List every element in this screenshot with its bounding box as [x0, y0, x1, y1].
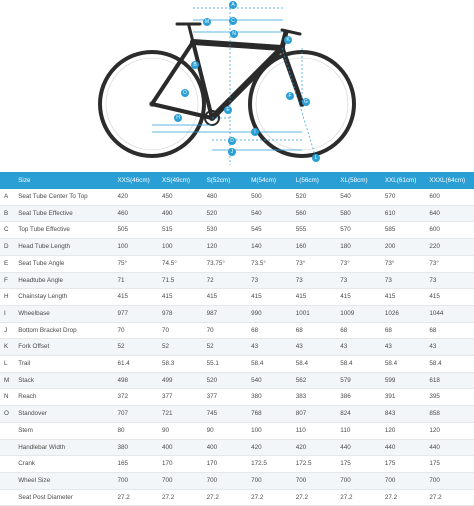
- svg-text:L: L: [314, 155, 318, 161]
- svg-text:C: C: [231, 18, 235, 24]
- row-value-cell: 70: [206, 326, 214, 334]
- row-letter: K: [4, 343, 9, 351]
- row-measurement-name: Seat Tube Effective: [18, 209, 73, 217]
- row-value-cell: 700: [429, 476, 440, 484]
- row-value-cell: 978: [162, 309, 173, 317]
- row-value-cell: 515: [162, 226, 173, 234]
- row-value-cell: 58.4: [429, 360, 442, 368]
- row-value-cell: 450: [162, 193, 173, 200]
- row-value-cell: 27.2: [206, 493, 219, 501]
- row-value-cell: 27.2: [295, 493, 308, 501]
- row-value-cell: 530: [206, 226, 218, 234]
- label-l-badge: [312, 154, 320, 162]
- row-value-cell: 383: [295, 393, 307, 401]
- row-measurement-name: Stack: [18, 376, 34, 384]
- row-value-cell: 43: [251, 343, 259, 351]
- svg-text:I: I: [254, 129, 256, 135]
- svg-text:G: G: [304, 99, 308, 105]
- row-value-cell: 165: [117, 460, 128, 468]
- row-letter: O: [4, 410, 9, 418]
- label-o-badge: [181, 89, 189, 97]
- row-value-cell: 73.75°: [206, 259, 225, 267]
- table-header-row: [0, 172, 474, 189]
- row-letter: I: [4, 309, 6, 317]
- table-row: [0, 239, 474, 256]
- row-value-cell: 415: [162, 293, 173, 301]
- row-value-cell: 420: [295, 443, 307, 451]
- row-value-cell: 58.4: [384, 360, 398, 368]
- row-letter: H: [4, 293, 9, 301]
- header-xxs: XXS(46cm): [117, 177, 150, 184]
- row-measurement-name: Bottom Bracket Drop: [18, 326, 77, 334]
- table-row: [0, 205, 474, 222]
- row-value-cell: 160: [295, 243, 307, 251]
- label-b-badge: [191, 61, 199, 69]
- row-value-cell: 73°: [429, 259, 439, 267]
- svg-text:B: B: [193, 62, 197, 68]
- row-value-cell: 377: [206, 393, 218, 401]
- row-letter: M: [4, 376, 10, 384]
- row-value-cell: 498: [117, 376, 128, 384]
- row-value-cell: 580: [340, 209, 351, 217]
- svg-text:F: F: [288, 93, 292, 99]
- table-row: [0, 339, 474, 356]
- label-m-badge: [203, 18, 211, 26]
- row-value-cell: 27.2: [429, 493, 442, 501]
- row-value-cell: 824: [340, 410, 351, 418]
- label-h-badge: [174, 114, 182, 122]
- header-xs: XS(49cm): [162, 177, 191, 184]
- row-measurement-name: Head Tube Length: [18, 243, 71, 251]
- row-measurement-name: Wheel Size: [18, 476, 51, 484]
- row-value-cell: 71: [117, 276, 125, 284]
- row-value-cell: 858: [429, 410, 440, 418]
- row-value-cell: 75°: [117, 259, 127, 267]
- row-measurement-name: Crank: [18, 460, 36, 468]
- row-value-cell: 600: [429, 193, 440, 200]
- row-value-cell: 170: [162, 460, 173, 468]
- row-value-cell: 700: [117, 476, 128, 484]
- row-value-cell: 640: [429, 209, 440, 217]
- row-letter: E: [4, 259, 9, 267]
- row-value-cell: 540: [340, 193, 351, 200]
- row-value-cell: 72: [206, 276, 214, 284]
- label-f-badge: [286, 92, 294, 100]
- row-value-cell: 70: [117, 326, 125, 334]
- row-value-cell: 180: [340, 243, 351, 251]
- row-value-cell: 415: [117, 293, 128, 301]
- row-value-cell: 386: [340, 393, 351, 401]
- row-value-cell: 58.4: [295, 360, 308, 368]
- row-letter: F: [4, 276, 8, 284]
- row-value-cell: 415: [429, 293, 440, 301]
- row-value-cell: 520: [206, 209, 218, 217]
- row-value-cell: 43: [340, 343, 348, 351]
- row-letter: L: [4, 360, 8, 368]
- row-value-cell: 618: [429, 376, 440, 384]
- table-row: [0, 472, 474, 489]
- row-value-cell: 73°: [340, 259, 350, 267]
- row-value-cell: 700: [384, 476, 396, 484]
- table-row: [0, 289, 474, 306]
- row-value-cell: 120: [384, 426, 396, 434]
- table-body: [0, 189, 474, 506]
- table-row: [0, 406, 474, 423]
- table-row: [0, 356, 474, 373]
- header-xxxl: XXXL(64cm): [429, 177, 466, 184]
- header-size: Size: [18, 177, 31, 184]
- row-value-cell: 768: [251, 410, 262, 418]
- row-value-cell: 52: [162, 343, 170, 351]
- row-value-cell: 73°: [295, 259, 306, 267]
- svg-text:H: H: [176, 115, 180, 121]
- row-measurement-name: Reach: [18, 393, 37, 401]
- svg-text:E: E: [226, 107, 230, 113]
- row-value-cell: 52: [117, 343, 125, 351]
- row-value-cell: 721: [162, 410, 173, 418]
- row-value-cell: 68: [384, 326, 392, 334]
- row-value-cell: 570: [384, 193, 396, 200]
- label-j-badge: [228, 148, 236, 156]
- row-value-cell: 440: [429, 443, 440, 451]
- row-value-cell: 415: [206, 293, 218, 301]
- row-value-cell: 58.4: [251, 360, 264, 368]
- table-row: [0, 255, 474, 272]
- row-value-cell: 700: [295, 476, 307, 484]
- row-value-cell: 400: [206, 443, 218, 451]
- row-letter: [0, 472, 18, 489]
- row-value-cell: 220: [429, 243, 440, 251]
- row-value-cell: 540: [251, 376, 262, 384]
- row-value-cell: 120: [429, 426, 440, 434]
- row-value-cell: 71.5: [162, 276, 175, 284]
- row-value-cell: 27.2: [384, 493, 398, 501]
- row-value-cell: 560: [295, 209, 307, 217]
- row-value-cell: 505: [117, 226, 128, 234]
- label-e-badge: [224, 106, 232, 114]
- row-value-cell: 480: [206, 193, 218, 200]
- label-i-badge: [251, 128, 259, 136]
- row-value-cell: 545: [251, 226, 262, 234]
- row-letter: [0, 439, 18, 456]
- table-row: [0, 222, 474, 239]
- row-value-cell: 610: [384, 209, 396, 217]
- row-letter: D: [4, 243, 9, 251]
- row-value-cell: 175: [429, 460, 440, 468]
- label-c-badge: [229, 17, 237, 25]
- svg-text:N: N: [232, 31, 236, 37]
- row-value-cell: 555: [295, 226, 307, 234]
- row-value-cell: 599: [384, 376, 396, 384]
- svg-text:D: D: [230, 138, 234, 144]
- row-measurement-name: Fork Offset: [18, 343, 50, 351]
- row-measurement-name: Headtube Angle: [18, 276, 64, 284]
- row-value-cell: 415: [295, 293, 307, 301]
- table-row: [0, 439, 474, 456]
- row-value-cell: 43: [429, 343, 437, 351]
- row-value-cell: 391: [384, 393, 396, 401]
- row-value-cell: 440: [384, 443, 396, 451]
- row-value-cell: 570: [340, 226, 351, 234]
- table-row: [0, 422, 474, 439]
- row-value-cell: 58.3: [162, 360, 175, 368]
- label-a-badge: [229, 1, 237, 9]
- row-value-cell: 490: [162, 209, 173, 217]
- table-row: [0, 456, 474, 473]
- svg-text:O: O: [183, 90, 187, 96]
- row-value-cell: 440: [340, 443, 351, 451]
- row-letter: [0, 456, 18, 473]
- row-value-cell: 170: [206, 460, 218, 468]
- row-value-cell: 68: [251, 326, 259, 334]
- row-value-cell: 520: [295, 193, 307, 200]
- row-value-cell: 1044: [429, 309, 444, 317]
- row-value-cell: 73°: [384, 259, 395, 267]
- row-value-cell: 90: [162, 426, 170, 434]
- row-letter: [0, 489, 18, 506]
- row-value-cell: 977: [117, 309, 128, 317]
- table-row: [0, 372, 474, 389]
- row-value-cell: 172.5: [251, 460, 267, 468]
- row-value-cell: 61.4: [117, 360, 130, 368]
- svg-text:J: J: [230, 149, 234, 155]
- row-value-cell: 100: [117, 243, 128, 251]
- header-xxl: XXL(61cm): [384, 177, 417, 184]
- row-letter: J: [4, 326, 8, 334]
- row-value-cell: 80: [117, 426, 125, 434]
- row-value-cell: 395: [429, 393, 440, 401]
- row-value-cell: 380: [117, 443, 128, 451]
- table-row: [0, 389, 474, 406]
- row-value-cell: 55.1: [206, 360, 219, 368]
- geometry-table: [0, 172, 474, 506]
- row-value-cell: 1026: [384, 309, 399, 317]
- row-letter: B: [4, 209, 9, 217]
- row-value-cell: 700: [206, 476, 218, 484]
- row-value-cell: 700: [251, 476, 262, 484]
- label-n-badge: [230, 30, 238, 38]
- row-value-cell: 372: [117, 393, 128, 401]
- row-value-cell: 73: [340, 276, 348, 284]
- table-row: [0, 189, 474, 205]
- row-value-cell: 27.2: [117, 493, 130, 501]
- row-value-cell: 120: [206, 243, 218, 251]
- row-value-cell: 27.2: [162, 493, 175, 501]
- row-value-cell: 175: [384, 460, 396, 468]
- table-row: [0, 272, 474, 289]
- row-value-cell: 377: [162, 393, 173, 401]
- row-value-cell: 100: [162, 243, 173, 251]
- row-measurement-name: Standover: [18, 410, 47, 418]
- row-letter: A: [4, 193, 9, 200]
- row-value-cell: 68: [340, 326, 348, 334]
- row-value-cell: 400: [162, 443, 173, 451]
- label-d-badge: [228, 137, 236, 145]
- row-value-cell: 843: [384, 410, 396, 418]
- row-measurement-name: Handlebar Width: [18, 443, 66, 451]
- row-value-cell: 110: [295, 426, 306, 434]
- header-xl: XL(58cm): [340, 177, 368, 184]
- row-value-cell: 990: [251, 309, 262, 317]
- row-measurement-name: Wheelbase: [18, 309, 50, 317]
- row-value-cell: 27.2: [340, 493, 353, 501]
- row-value-cell: 175: [340, 460, 351, 468]
- row-value-cell: 420: [117, 193, 128, 200]
- row-value-cell: 200: [384, 243, 396, 251]
- row-measurement-name: Trail: [18, 360, 31, 368]
- row-value-cell: 540: [251, 209, 262, 217]
- row-letter: N: [4, 393, 9, 401]
- row-value-cell: 562: [295, 376, 307, 384]
- row-value-cell: 90: [206, 426, 214, 434]
- row-value-cell: 1001: [295, 309, 310, 317]
- header-m: M(54cm): [251, 177, 276, 184]
- row-value-cell: 745: [206, 410, 218, 418]
- row-letter: [0, 422, 18, 439]
- row-value-cell: 700: [162, 476, 173, 484]
- row-value-cell: 73: [251, 276, 259, 284]
- row-value-cell: 110: [340, 426, 351, 434]
- row-value-cell: 27.2: [251, 493, 264, 501]
- row-measurement-name: Seat Post Diameter: [18, 493, 73, 501]
- row-value-cell: 100: [251, 426, 262, 434]
- row-value-cell: 380: [251, 393, 262, 401]
- row-value-cell: 807: [295, 410, 307, 418]
- row-measurement-name: Chainstay Length: [18, 293, 68, 301]
- svg-text:K: K: [286, 37, 290, 43]
- header-s: S(52cm): [206, 177, 231, 184]
- row-value-cell: 172.5: [295, 460, 312, 468]
- row-value-cell: 460: [117, 209, 128, 217]
- row-value-cell: 140: [251, 243, 262, 251]
- row-value-cell: 70: [162, 326, 170, 334]
- row-letter: C: [4, 226, 9, 234]
- row-value-cell: 415: [384, 293, 396, 301]
- header-letter: [0, 172, 18, 189]
- row-value-cell: 73: [384, 276, 392, 284]
- row-value-cell: 52: [206, 343, 214, 351]
- row-value-cell: 68: [429, 326, 437, 334]
- table-row: [0, 305, 474, 322]
- row-value-cell: 520: [206, 376, 218, 384]
- row-value-cell: 585: [384, 226, 396, 234]
- row-value-cell: 707: [117, 410, 128, 418]
- row-value-cell: 700: [340, 476, 351, 484]
- row-value-cell: 73.5°: [251, 259, 266, 267]
- row-measurement-name: Seat Tube Center To Top: [18, 193, 88, 200]
- svg-text:A: A: [231, 2, 235, 8]
- row-value-cell: 73: [295, 276, 303, 284]
- row-measurement-name: Stem: [18, 426, 33, 434]
- svg-text:M: M: [204, 19, 210, 25]
- row-value-cell: 499: [162, 376, 173, 384]
- row-measurement-name: Seat Tube Angle: [18, 259, 65, 267]
- row-value-cell: 420: [251, 443, 262, 451]
- row-value-cell: 43: [384, 343, 392, 351]
- row-value-cell: 415: [340, 293, 351, 301]
- row-value-cell: 43: [295, 343, 303, 351]
- row-value-cell: 579: [340, 376, 351, 384]
- row-value-cell: 500: [251, 193, 262, 200]
- row-measurement-name: Top Tube Effective: [18, 226, 70, 234]
- row-value-cell: 600: [429, 226, 440, 234]
- row-value-cell: 68: [295, 326, 303, 334]
- row-value-cell: 415: [251, 293, 262, 301]
- header-l: L(56cm): [295, 177, 319, 184]
- table-row: [0, 489, 474, 506]
- row-value-cell: 58.4: [340, 360, 353, 368]
- table-row: [0, 322, 474, 339]
- row-value-cell: 1009: [340, 309, 355, 317]
- row-value-cell: 987: [206, 309, 218, 317]
- label-g-badge: [302, 98, 310, 106]
- bike-geometry-diagram: [0, 0, 474, 170]
- row-value-cell: 73: [429, 276, 437, 284]
- row-value-cell: 74.5°: [162, 259, 177, 267]
- label-k-badge: [284, 36, 292, 44]
